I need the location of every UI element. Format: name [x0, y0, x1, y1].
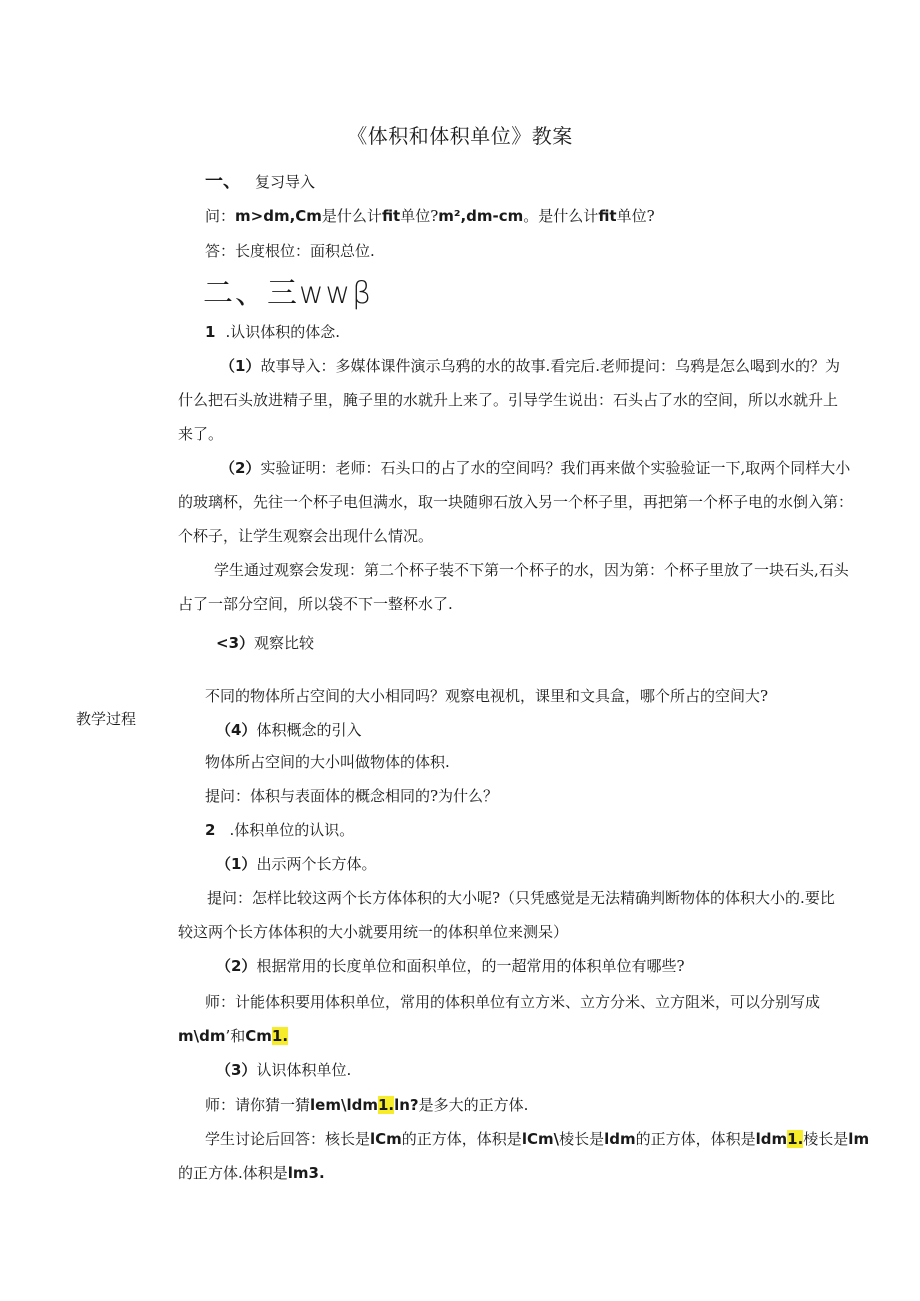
concept-heading — [216, 713, 361, 748]
answer-unit-5: lm — [848, 1130, 870, 1148]
section1-number: 一、 — [205, 171, 241, 192]
answer-unit-3: ldm — [604, 1130, 636, 1148]
answer-unit-4: ldm — [755, 1130, 788, 1148]
recognize-text: 认识体积单位. — [256, 1061, 352, 1079]
item2-heading — [205, 813, 354, 848]
question-text-3: 。是什么计 — [523, 207, 599, 225]
guess-units-1: lem\ldm — [310, 1096, 378, 1114]
observation-line-2: 占了一部分空间，所以袋不下一整杯水了. — [178, 595, 453, 613]
question-text-4: 单位? — [616, 207, 655, 225]
experiment-line-3: 个杯子，让学生观察会出现什么情况。 — [178, 527, 434, 545]
document-title: 《体积和体积单位》教案 — [347, 124, 573, 148]
answer-text-2: 棱长是 — [559, 1130, 605, 1148]
concept-number: （4） — [216, 721, 257, 739]
answer-text-5: 的正方体.体积是 — [178, 1164, 288, 1182]
review-question — [205, 199, 655, 234]
answer-text-4: 棱长是 — [803, 1130, 849, 1148]
units-text: 根据常用的长度单位和面积单位，的一超常用的体积单位有哪些? — [256, 957, 685, 975]
compare-question: 不同的物体所占空间的大小相同吗？观察电视机，课里和文具盒，哪个所占的空间大? — [205, 687, 769, 705]
story-line-1 — [220, 349, 840, 384]
story-text-1: 故事导入：多媒体课件演示乌鸦的水的故事.看完后.老师提问：乌鸦是怎么喝到水的？为 — [260, 357, 840, 375]
question-units-2: m²,dm-cm — [438, 207, 524, 225]
item1-heading — [205, 315, 340, 350]
experiment-text-1: 实验证明：老师：石头口的占了水的空间吗？我们再来做个实验验证一下,取两个同样大小 — [260, 459, 851, 477]
cuboid-number: （1） — [216, 855, 257, 873]
question-text-2: 单位? — [400, 207, 439, 225]
answer-unit-6: lm3. — [287, 1164, 325, 1182]
units-answer-2 — [178, 1019, 288, 1054]
highlight-mark: 1. — [271, 1027, 289, 1045]
guess-units-2: ln? — [394, 1096, 419, 1114]
experiment-line-1 — [220, 451, 850, 486]
cuboid-question-1: 提问：怎样比较这两个长方体体积的大小呢?（只凭感觉是无法精确判断物体的体积大小的.要比 — [207, 889, 835, 907]
volume-definition: 物体所占空间的大小叫做物体的体积. — [205, 753, 450, 771]
cuboid-text: 出示两个长方体。 — [256, 855, 377, 873]
recognize-heading — [216, 1053, 351, 1088]
units-heading — [216, 949, 684, 984]
guess-suffix: 是多大的正方体. — [418, 1096, 529, 1114]
units-number: （2） — [216, 957, 257, 975]
story-line-3: 来了。 — [178, 425, 224, 443]
story-line-2: 什么把石头放进精子里，腌子里的水就升上来了。引导学生说出：石头占了水的空间，所以水就升上 — [178, 391, 839, 409]
discussion-answer-1 — [205, 1122, 869, 1157]
question-fit-1: fit — [381, 207, 401, 225]
question-fit-2: fit — [598, 207, 617, 225]
units-and: ’和 — [225, 1027, 246, 1045]
compare-number: <3） — [216, 634, 255, 652]
section1-heading — [205, 164, 315, 200]
units-answer-1: 师：计能体积要用体积单位，常用的体积单位有立方米、立方分米、立方阻米，可以分别写成 — [205, 993, 821, 1011]
compare-heading — [216, 626, 314, 661]
question-prefix: 问： — [205, 207, 236, 225]
answer-unit-2: lCm\ — [521, 1130, 560, 1148]
item1-number: 1 — [205, 323, 216, 341]
answer-text-3: 的正方体，体积是 — [635, 1130, 756, 1148]
highlight-mark: 1. — [787, 1130, 804, 1148]
section1-title: 复习导入 — [255, 173, 316, 191]
concept-text: 体积概念的引入 — [256, 721, 362, 739]
recognize-number: （3） — [216, 1061, 257, 1079]
units-symbol-1: m\dm — [178, 1027, 226, 1045]
concept-question: 提问：体积与表面体的概念相同的?为什么？ — [205, 787, 499, 805]
guess-question — [205, 1088, 528, 1123]
units-symbol-2: Cm — [245, 1027, 272, 1045]
item2-text: .体积单位的认识。 — [229, 821, 355, 839]
experiment-number: （2） — [220, 459, 261, 477]
section2-heading: 二、三wwβ — [203, 276, 374, 311]
answer-unit-1: lCm — [370, 1130, 402, 1148]
guess-prefix: 师：请你猜一猜 — [205, 1096, 311, 1114]
item1-text: .认识体积的体念. — [225, 323, 340, 341]
experiment-line-2: 的玻璃杯，先往一个杯子电但满水，取一块随卵石放入另一个杯子里，再把第一个杯子电的水倒入第： — [178, 493, 854, 511]
item2-number: 2 — [205, 821, 216, 839]
side-label: 教学过程 — [76, 710, 137, 728]
story-number: （1） — [220, 357, 261, 375]
compare-text: 观察比较 — [254, 634, 315, 652]
answer-text-1: 的正方体，体积是 — [401, 1130, 522, 1148]
question-units-1: m>dm,Cm — [235, 207, 322, 225]
review-answer: 答：长度根位：面积总位. — [205, 242, 375, 260]
question-text-1: 是什么计 — [321, 207, 382, 225]
highlight-mark: 1. — [377, 1096, 395, 1114]
answer-prefix: 学生讨论后回答：核长是 — [205, 1130, 371, 1148]
cuboid-heading — [216, 847, 376, 882]
cuboid-question-2: 较这两个长方体体积的大小就要用统一的体积单位来测呆） — [178, 923, 569, 941]
observation-line-1: 学生通过观察会发现：第二个杯子装不下第一个杯子的水，因为第：个杯子里放了一块石头,石头 — [214, 561, 849, 579]
discussion-answer-2 — [178, 1156, 325, 1191]
